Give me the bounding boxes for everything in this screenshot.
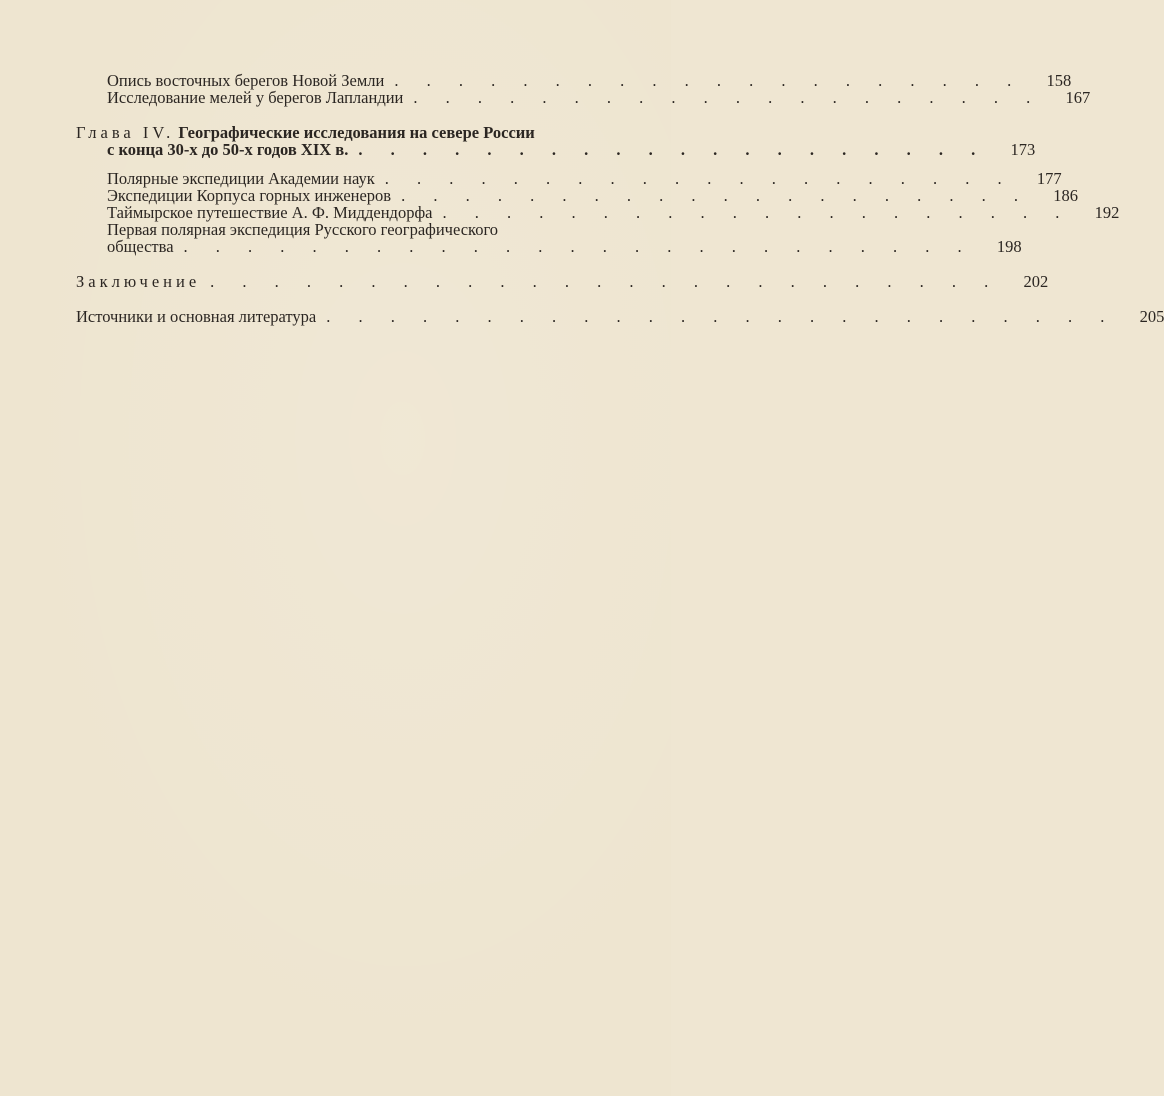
toc-entry-label: Заключение bbox=[76, 272, 201, 291]
chapter-title-line2: с конца 30-х до 50-х годов XIX в. bbox=[107, 140, 349, 159]
toc-page-number: 202 bbox=[1023, 272, 1049, 291]
toc-page-number: 192 bbox=[1094, 203, 1120, 222]
toc-entry-label: Экспедиции Корпуса горных инженеров bbox=[107, 186, 392, 205]
toc-entry-conclusion bbox=[76, 272, 1049, 291]
toc-entry bbox=[76, 203, 1120, 222]
toc-page-number: 173 bbox=[1010, 140, 1036, 159]
table-of-contents bbox=[76, 71, 1164, 326]
leader-dots: . . . . . . . . . . . . . . . . . . . . . . . . . bbox=[183, 237, 974, 256]
leader-dots: . . . . . . . . . . . . . . . . . . . . bbox=[401, 186, 1030, 205]
toc-entry-label: Опись восточных берегов Новой Земли bbox=[107, 71, 385, 90]
toc-page-number: 198 bbox=[996, 237, 1022, 256]
toc-entry bbox=[76, 169, 1062, 188]
toc-entry-line1 bbox=[76, 221, 638, 238]
toc-page-number: 205 bbox=[1139, 307, 1164, 326]
leader-dots: . . . . . . . . . . . . . . . . . . . . bbox=[413, 88, 1043, 107]
toc-entry bbox=[76, 186, 1078, 205]
toc-entry-label-cont: общества bbox=[107, 237, 174, 256]
chapter-heading-cont bbox=[76, 140, 1036, 159]
toc-entry-label: Первая полярная экспедиция Русского географического bbox=[107, 220, 499, 239]
toc-entry-label: Таймырское путешествие А. Ф. Миддендорфа bbox=[107, 203, 433, 222]
chapter-prefix: Глава IV. bbox=[76, 123, 175, 142]
leader-dots: . . . . . . . . . . . . . . . . . . . . bbox=[358, 140, 988, 159]
toc-page-number: 186 bbox=[1053, 186, 1078, 205]
leader-dots: . . . . . . . . . . . . . . . . . . . . bbox=[384, 169, 1014, 188]
toc-entry bbox=[76, 88, 1091, 107]
toc-page-number: 177 bbox=[1036, 169, 1062, 188]
toc-page-number: 158 bbox=[1046, 71, 1072, 90]
toc-entry-line2 bbox=[76, 237, 1022, 256]
toc-entry bbox=[76, 71, 1072, 90]
chapter-heading bbox=[76, 124, 638, 141]
chapter-title-line1: Географические исследования на севере России bbox=[178, 123, 535, 142]
toc-entry-sources bbox=[76, 307, 1164, 326]
toc-entry-label: Источники и основная литература bbox=[76, 307, 317, 326]
toc-page-number: 167 bbox=[1065, 88, 1091, 107]
leader-dots: . . . . . . . . . . . . . . . . . . . . . . . . . bbox=[326, 307, 1117, 326]
toc-entry-label: Полярные экспедиции Академии наук bbox=[107, 169, 375, 188]
leader-dots: . . . . . . . . . . . . . . . . . . . . bbox=[394, 71, 1024, 90]
toc-entry-label: Исследование мелей у берегов Лапландии bbox=[107, 88, 404, 107]
leader-dots: . . . . . . . . . . . . . . . . . . . . bbox=[442, 203, 1072, 222]
leader-dots: . . . . . . . . . . . . . . . . . . . . . . . . . bbox=[210, 272, 1001, 291]
